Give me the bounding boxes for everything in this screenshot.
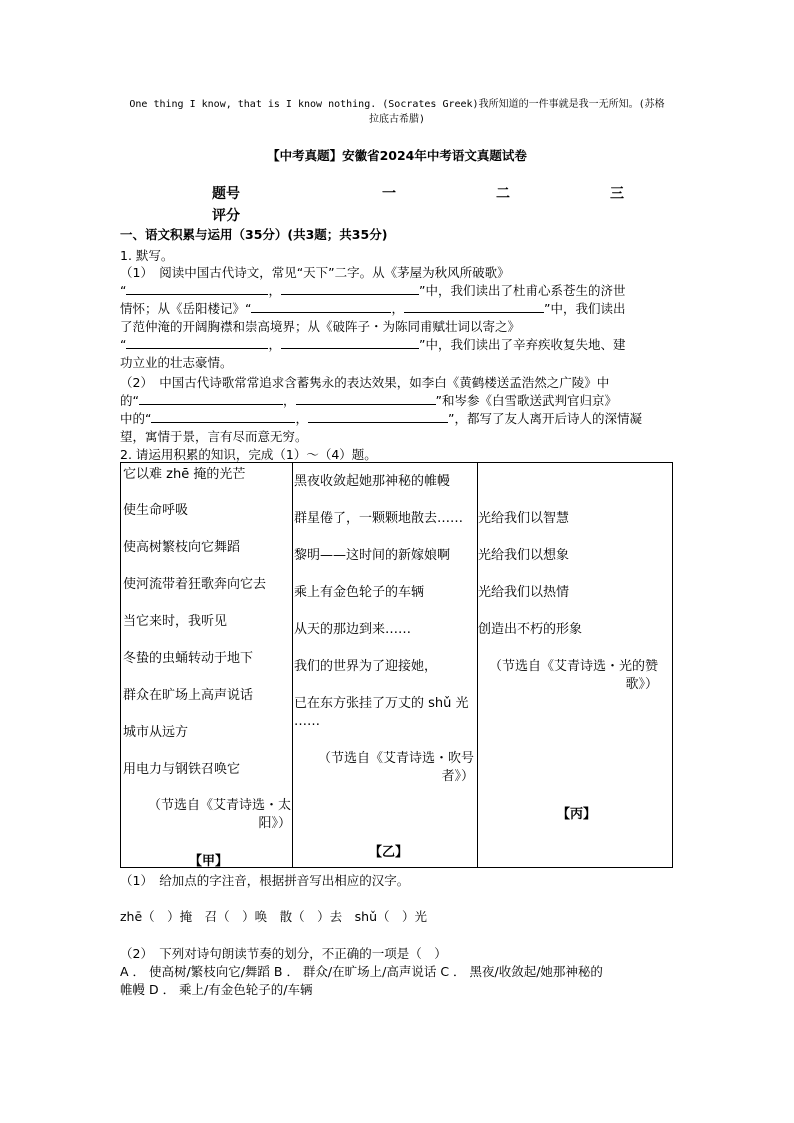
poem-jia-line: 用电力与钢铁召唤它 [123, 762, 241, 777]
poem-jia-source-1: （节选自《艾青诗选・太 [147, 798, 291, 813]
poem-bing-line: 光给我们以想象 [478, 548, 570, 563]
poem-bing-line: 创造出不朽的形象 [478, 622, 583, 637]
poem-yi-line: 从天的那边到来…… [294, 622, 412, 637]
poem-yi-source [294, 750, 474, 786]
poem-yi-line: 已在东方张挂了万丈的 shǔ 光 [294, 696, 469, 711]
q2-2-prompt: （2） 下列对诗句朗读节奏的划分，不正确的一项是（ ） [120, 946, 447, 961]
poem-bing-label: 【丙】 [557, 807, 597, 822]
q2-2-options-line-1: A ． 使高树/繁枝向它/舞蹈 B ． 群众/在旷场上/高声说话 C ． 黑夜/收敛起/她那神秘的 [120, 964, 603, 979]
blank-field[interactable] [281, 280, 419, 295]
q1-2-l2-comma: ， [282, 393, 296, 408]
poem-bing-source-2: 歌》） [625, 677, 658, 692]
blank-field[interactable] [139, 390, 283, 405]
q1-1-l5-tail: ”中，我们读出了辛弃疾收复失地、建 [419, 337, 626, 352]
page-title: 【中考真题】安徽省2024年中考语文真题试卷 [267, 148, 527, 163]
q1-1-l2-tail: ”中，我们读出了杜甫心系苍生的济世 [419, 283, 626, 298]
poem-bing-line: 光给我们以热情 [478, 585, 570, 600]
q1-2-l3-head: 中的“ [120, 411, 152, 426]
q1-1-l3-comma: ， [391, 301, 404, 316]
q1-1-l3-head: 情怀；从《岳阳楼记》“ [120, 301, 252, 316]
poem-yi-line: 群星倦了，一颗颗地散去…… [294, 511, 464, 526]
motto [115, 97, 679, 127]
poem-bing-source-1: （节选自《艾青诗选・光的赞 [488, 659, 658, 674]
score-header-1: 一 [382, 186, 396, 202]
q1-1-l2-comma: ， [268, 283, 281, 298]
poem-yi-line: 我们的世界为了迎接她， [294, 659, 438, 674]
poem-yi-line: 乘上有金色轮子的车辆 [294, 585, 425, 600]
motto-line-1: One thing I know, that is I know nothing. (Socrates Greek)我所知道的一件事就是我一无所知。(苏格 [129, 99, 665, 110]
poem-jia-line: 城市从远方 [123, 725, 189, 740]
poem-jia-source-2: 阳》） [258, 816, 291, 831]
blank-field[interactable] [296, 390, 436, 405]
poem-jia-source [123, 797, 291, 833]
q1-1-line-6: 功立业的壮志豪情。 [120, 355, 233, 370]
blank-field[interactable] [151, 408, 295, 423]
q1-1-line-1: （1） 阅读中国古代诗文，常见“天下”二字。从《茅屋为秋风所破歌》 [120, 265, 510, 280]
q1-1-l5-comma: ， [268, 337, 281, 352]
blank-field[interactable] [281, 334, 419, 349]
q1-1-l2-open: “ [120, 283, 127, 298]
q1-1-l3-tail: ”中，我们读出 [544, 301, 626, 316]
poem-jia-line: 使生命呼吸 [123, 503, 189, 518]
blank-field[interactable] [126, 280, 268, 295]
question-2-title: 2. 请运用积累的知识，完成（1）～（4）题。 [120, 447, 377, 462]
blank-field[interactable] [404, 298, 544, 313]
poem-yi-source-1: （节选自《艾青诗选・吹号 [317, 751, 474, 766]
q1-2-l2-tail: ”和岑参《白雪歌送武判官归京》 [435, 393, 617, 408]
score-row-label: 评分 [212, 208, 240, 224]
q1-2-l2-head: 的“ [120, 393, 139, 408]
poem-yi-line: 黎明——这时间的新嫁娘啊 [294, 548, 451, 563]
q2-1-prompt: （1） 给加点的字注音，根据拼音写出相应的汉字。 [120, 873, 410, 888]
score-header-label: 题号 [212, 186, 240, 202]
section-heading: 一、语文积累与运用（35分）(共3题；共35分) [120, 227, 388, 242]
q2-2-options-line-2: 帷幔 D ． 乘上/有金色轮子的/车辆 [120, 982, 313, 997]
score-header-2: 二 [496, 186, 510, 202]
q1-2-line-1: （2） 中国古代诗歌常常追求含蓄隽永的表达效果，如李白《黄鹤楼送孟浩然之广陵》中 [120, 375, 610, 390]
column-divider [292, 463, 293, 867]
q1-1-line-4: 了范仲淹的开阔胸襟和崇高境界；从《破阵子・为陈同甫赋壮词以寄之》 [120, 319, 521, 334]
poem-bing-source [478, 658, 658, 694]
blank-field[interactable] [126, 334, 268, 349]
q1-1-l5-open: “ [120, 337, 127, 352]
q1-2-line-4: 望，寓情于景，言有尽而意无穷。 [120, 429, 308, 444]
q1-2-l3-comma: ， [295, 411, 308, 426]
poem-jia-line: 使河流带着狂歌奔向它去 [123, 577, 267, 592]
q2-1-answer-row: zhē（ ）掩 召（ ）唤 散（ ）去 shǔ（ ）光 [120, 909, 428, 924]
poem-yi-line: …… [294, 714, 320, 729]
motto-line-2: 拉底古希腊) [368, 114, 426, 125]
poem-yi-label: 【乙】 [369, 845, 409, 860]
poem-jia-line: 群众在旷场上高声说话 [123, 688, 254, 703]
poem-yi-source-2: 者》） [441, 769, 474, 784]
poem-jia-label: 【甲】 [189, 854, 229, 869]
poem-jia-line: 当它来时，我听见 [123, 614, 228, 629]
poem-jia-line: 它以难 zhē 掩的光芒 [123, 467, 246, 482]
blank-field[interactable] [308, 408, 448, 423]
question-1-title: 1. 默写。 [120, 248, 174, 263]
poem-jia-line: 使高树繁枝向它舞蹈 [123, 540, 241, 555]
q1-2-l3-tail: ”，都写了友人离开后诗人的深情凝 [448, 411, 642, 426]
poem-bing-line: 光给我们以智慧 [478, 511, 570, 526]
blank-field[interactable] [251, 298, 391, 313]
poem-jia-line: 冬蛰的虫蛹转动于地下 [123, 651, 254, 666]
poem-table [120, 462, 673, 868]
score-header-3: 三 [610, 186, 624, 202]
poem-yi-line: 黑夜收敛起她那神秘的帷幔 [294, 474, 451, 489]
